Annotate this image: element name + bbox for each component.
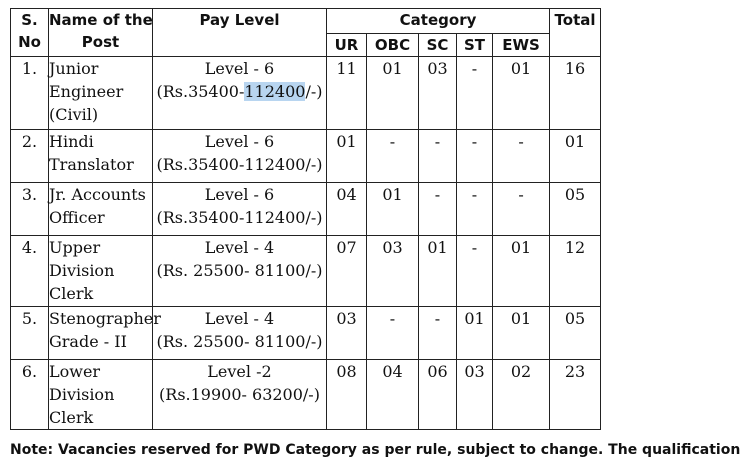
header-st: ST <box>457 34 493 57</box>
total-cell: 01 <box>550 130 601 183</box>
ews-cell: 02 <box>493 360 550 430</box>
vacancy-table <box>10 8 601 430</box>
total-cell: 05 <box>550 183 601 236</box>
sno-cell: 2. <box>11 130 49 183</box>
pay-level-cell: Level - 4 (Rs. 25500- 81100/-) <box>153 307 327 360</box>
post-cell: Hindi Translator <box>49 130 153 183</box>
pay-level-cell: Level -2 (Rs.19900- 63200/-) <box>153 360 327 430</box>
sno-cell: 3. <box>11 183 49 236</box>
ews-cell: - <box>493 130 550 183</box>
header-ur: UR <box>327 34 367 57</box>
ur-cell: 03 <box>327 307 367 360</box>
header-row <box>11 9 601 34</box>
st-cell: - <box>457 183 493 236</box>
st-cell: - <box>457 236 493 307</box>
post-cell: Lower Division Clerk <box>49 360 153 430</box>
sc-cell: - <box>419 130 457 183</box>
st-cell: 01 <box>457 307 493 360</box>
post-cell: Jr. Accounts Officer <box>49 183 153 236</box>
pay-level-cell: Level - 4 (Rs. 25500- 81100/-) <box>153 236 327 307</box>
sno-cell: 1. <box>11 57 49 130</box>
ur-cell: 01 <box>327 130 367 183</box>
sc-cell: 03 <box>419 57 457 130</box>
table-row <box>11 130 601 183</box>
obc-cell: 04 <box>367 360 419 430</box>
header-category: Category <box>327 9 550 34</box>
post-cell: Stenographer Grade - II <box>49 307 153 360</box>
sno-cell: 6. <box>11 360 49 430</box>
table-row <box>11 57 601 130</box>
header-obc: OBC <box>367 34 419 57</box>
ur-cell: 08 <box>327 360 367 430</box>
header-ews: EWS <box>493 34 550 57</box>
sno-cell: 4. <box>11 236 49 307</box>
post-cell: Junior Engineer (Civil) <box>49 57 153 130</box>
pay-level-cell: Level - 6 (Rs.35400-112400/-) <box>153 130 327 183</box>
total-cell: 23 <box>550 360 601 430</box>
obc-cell: 03 <box>367 236 419 307</box>
pay-scale-suffix: /-) <box>305 82 323 101</box>
header-pay-level: Pay Level <box>153 9 327 57</box>
pay-level-cell: Level - 6 (Rs.35400-112400/-) <box>153 57 327 130</box>
obc-cell: - <box>367 307 419 360</box>
total-cell: 12 <box>550 236 601 307</box>
post-cell: Upper Division Clerk <box>49 236 153 307</box>
footnote-text: Note: Vacancies reserved for PWD Category as per rule, subject to change. The qualification <box>10 442 740 458</box>
obc-cell: - <box>367 130 419 183</box>
total-cell: 16 <box>550 57 601 130</box>
ur-cell: 07 <box>327 236 367 307</box>
header-post: Name of the Post <box>49 9 153 57</box>
ur-cell: 04 <box>327 183 367 236</box>
ur-cell: 11 <box>327 57 367 130</box>
obc-cell: 01 <box>367 183 419 236</box>
selected-text-highlight[interactable]: 112400 <box>244 82 306 101</box>
sc-cell: - <box>419 307 457 360</box>
ews-cell: 01 <box>493 236 550 307</box>
table-row <box>11 236 601 307</box>
header-total: Total <box>550 9 601 57</box>
ews-cell: 01 <box>493 57 550 130</box>
sc-cell: - <box>419 183 457 236</box>
st-cell: 03 <box>457 360 493 430</box>
table-row <box>11 360 601 430</box>
st-cell: - <box>457 57 493 130</box>
total-cell: 05 <box>550 307 601 360</box>
sc-cell: 06 <box>419 360 457 430</box>
pay-level-cell: Level - 6 (Rs.35400-112400/-) <box>153 183 327 236</box>
table-row <box>11 307 601 360</box>
pay-scale-prefix: (Rs.35400- <box>156 82 245 101</box>
obc-cell: 01 <box>367 57 419 130</box>
table-row <box>11 183 601 236</box>
header-sno: S. No <box>11 9 49 57</box>
sc-cell: 01 <box>419 236 457 307</box>
st-cell: - <box>457 130 493 183</box>
header-sc: SC <box>419 34 457 57</box>
sno-cell: 5. <box>11 307 49 360</box>
ews-cell: - <box>493 183 550 236</box>
ews-cell: 01 <box>493 307 550 360</box>
